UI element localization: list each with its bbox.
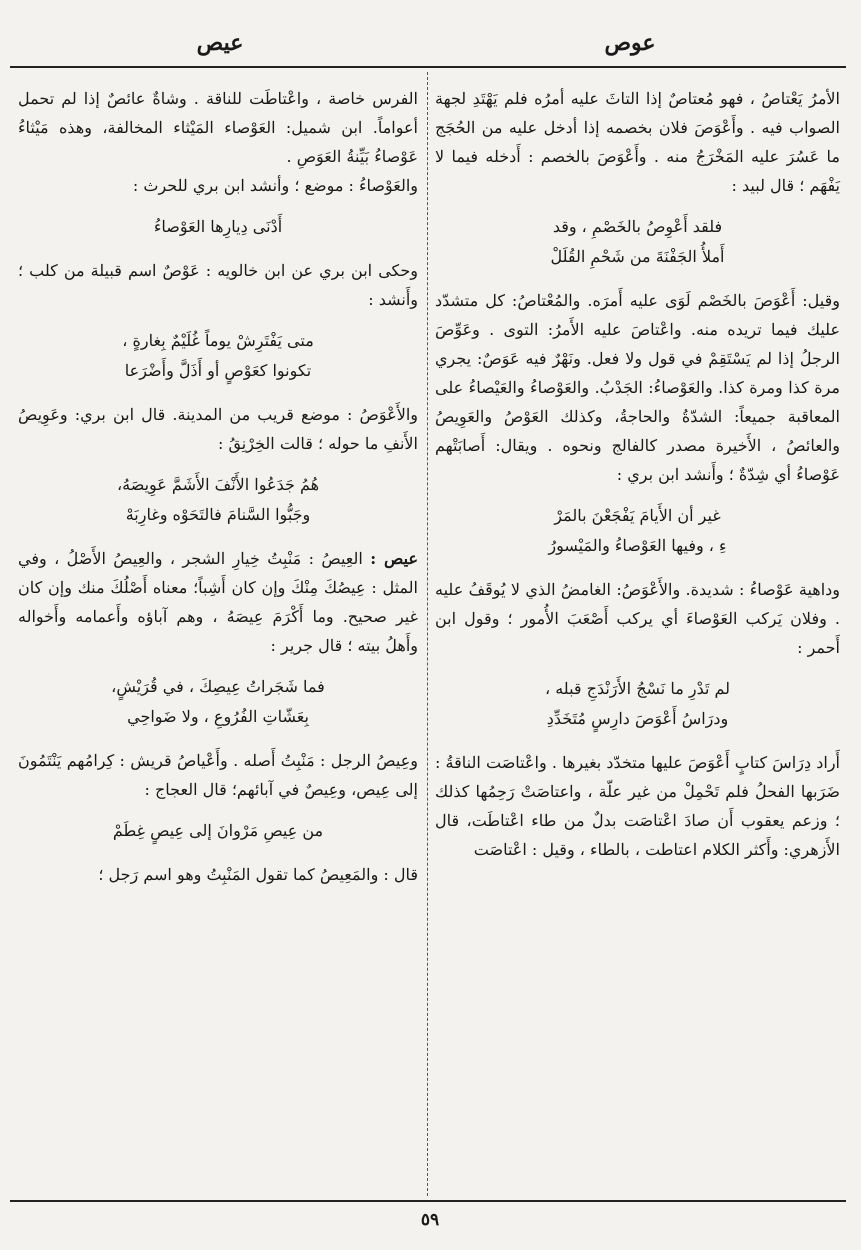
verse-line: متى يَفْتَرِشْ يوماً غُلَيْمٌ بِغارةٍ ، <box>122 331 314 350</box>
paragraph <box>435 84 840 200</box>
paragraph <box>18 544 418 660</box>
paragraph-text: وعِيصُ الرجل : مَنْبِتُ أَصله . وأَعْياصُ قريش : كِرامُهم يَنْتَمُونَ إلى عِيص، وعِيصٌ في آبائهم؛ قال العجاج : <box>18 751 418 799</box>
paragraph <box>435 286 840 489</box>
verse-line: هُمُ جَدَعُوا الأَنْفَ الأَشَمَّ عَوِيصَهُ، <box>116 475 320 494</box>
paragraph <box>18 171 418 200</box>
verse-block <box>18 672 418 732</box>
verse-block <box>18 470 418 530</box>
verse-block <box>435 212 840 272</box>
verse-line: ءِ ، وفيها العَوْصاءُ والمَيْسورُ <box>548 536 727 555</box>
paragraph <box>435 748 840 864</box>
verse-line: فلقد أَعْوِصُ بالخَصْمِ ، وقد <box>552 217 723 236</box>
page-number: ٥٩ <box>420 1210 440 1230</box>
verse-block <box>18 816 418 846</box>
verse-line: بِعَشّاتِ الفُرُوعِ ، ولا ضَواحِي <box>127 707 309 726</box>
header-word-right: عوص <box>604 30 656 56</box>
verse-line: تكونوا كعَوْصٍ أو أَذَلَّ وأَضْرَعا <box>124 361 312 380</box>
paragraph <box>18 746 418 804</box>
verse-block <box>435 501 840 561</box>
header-word-left: عيص <box>196 30 244 56</box>
verse-line: ودرَاسُ أَعْوَصَ دارِسٍ مُتَخَدِّدِ <box>546 709 729 728</box>
top-rule <box>10 66 846 68</box>
verse-line: فما شَجَراتُ عِيصِكَ ، في قُرَيْشٍ، <box>111 677 325 696</box>
column-divider <box>427 72 428 1196</box>
verse-line: أَملأُ الجَفْنَةَ من شَحْمِ القُلَلْ <box>550 247 725 266</box>
verse-block <box>435 674 840 734</box>
paragraph-text: الأمرُ يَعْتاصُ ، فهو مُعتاصٌ إذا التاثَ عليه أمرُه فلم يَهْتَدِ لجهة الصواب فيه . وأَعْوَصَ فلان بخصمه إذا أدخل عليه من الحُجَج ما عَسُرَ عليه المَخْرَجُ منه . وأَعْوَصَ بالخصم : أَدخله فيما لا يَفْهَم ؛ قال لبيد : <box>435 89 840 195</box>
verse-block <box>18 326 418 386</box>
paragraph-text: والعَوْصاءُ : موضع ؛ وأنشد ابن بري للحرث : <box>132 176 418 195</box>
entry-headword: عيص : <box>370 549 419 568</box>
verse-line: لم تَدْرِ ما نَسْجُ الأَرَنْدَجِ قبله ، <box>544 679 731 698</box>
verse-block <box>18 212 418 242</box>
paragraph <box>435 575 840 662</box>
paragraph <box>18 256 418 314</box>
verse-line: من عِيصِ مَرْوانَ إلى عِيصٍ غِطَمْ <box>112 821 324 840</box>
left-column <box>18 84 418 889</box>
verse-line: أَدْنَى دِيارِها العَوْصاءُ <box>153 217 283 236</box>
paragraph-text: العِيصُ : مَنْبِتُ خِيارِ الشجر ، والعِيصُ الأَصْلُ ، وفي المثل : عِيصُكَ مِنْكَ وإن كان أَشِباً؛ معناه أَصْلُكَ منك وإن كان غير صحيح. وما أَكْرَمَ عِيصَهُ ، وهم آباؤه وأَعمامه وأَخواله وأَهلُ بيته ؛ قال جرير : <box>18 549 418 655</box>
paragraph-text: وقيل: أَعْوَصَ بالخَصْم لَوَى عليه أَمرَه. والمُعْتاصُ: كل متشدّد عليك فيما تريده منه. واعْتاصَ عليه الأَمرُ: التوى . وعَوِّصَ الرجلُ إذا لم يَسْتَقِمْ في قول ولا فعل. ونَهْرٌ فيه عَوَصٌ: يجري مرة كذا ومرة كذا. والعَوْصاءُ: الجَدْبُ. والعَوْصاءُ والعَيْصاءُ على المعاقبة جميعاً: الشدّةُ والحاجةُ، وكذلك العَوْصُ والعَوِيصُ والعائصُ ، الأَخيرة مصدر كالفالج ونحوه . ويقال: أَصابَتْهم عَوْصاءُ أي شِدّةٌ ؛ وأَنشد ابن بري : <box>435 291 840 484</box>
bottom-rule <box>10 1200 846 1202</box>
paragraph <box>18 84 418 171</box>
paragraph-text: وحكى ابن بري عن ابن خالويه : عَوْصٌ اسم قبيلة من كلب ؛ وأَنشد : <box>18 261 418 309</box>
paragraph-text: وداهية عَوْصاءُ : شديدة. والأَعْوَصُ: الغامضُ الذي لا يُوقَفُ عليه . وفلان يَركب العَوْصاءَ أي يركب أَصْعَبَ الأُمور ؛ وقول ابن أَحمر : <box>435 580 840 657</box>
paragraph <box>18 400 418 458</box>
right-column <box>435 84 840 864</box>
paragraph-text: والأَعْوَصُ : موضع قريب من المدينة. قال ابن بري: وعَوِيصُ الأَنفِ ما حوله ؛ قالت الخِرْنِقُ : <box>18 405 418 453</box>
paragraph-text: أَراد دِرَاسَ كتابٍ أَعْوَصَ عليها متخدّد بغيرها . واعْتاصَت الناقةُ : ضَرَبها الفحلُ فلم تَحْمِلْ من غير علّة ، واعتاصَتْ رَحِمُها كذلك ؛ وزعم يعقوب أَن صادَ اعْتاصَت بدلٌ من طاء اعْتاطَت، قال الأَزهري: وأَكثر الكلام اعتاطت ، بالطاء ، وقيل : اعْتاصَت <box>435 753 840 859</box>
verse-line: غير أن الأَيامَ يَفْجَعْنَ بالمَرْ <box>554 506 721 525</box>
paragraph-text: قال : والمَعِيصُ كما تقول المَنْبِتُ وهو اسم رَجل ؛ <box>98 865 418 884</box>
paragraph <box>18 860 418 889</box>
paragraph-text: الفرس خاصة ، واعْتاطَت للناقة . وشاةٌ عائصٌ إذا لم تحمل أعواماً. ابن شميل: العَوْصاء المَيْثاء المخالفة، وهذه مَيْثاءُ عَوْصاءُ بَيِّنةُ العَوَصِ . <box>18 89 418 166</box>
verse-line: وجَبُّوا السَّنامَ فالتَحَوْه وغارِبَهْ <box>125 505 311 524</box>
